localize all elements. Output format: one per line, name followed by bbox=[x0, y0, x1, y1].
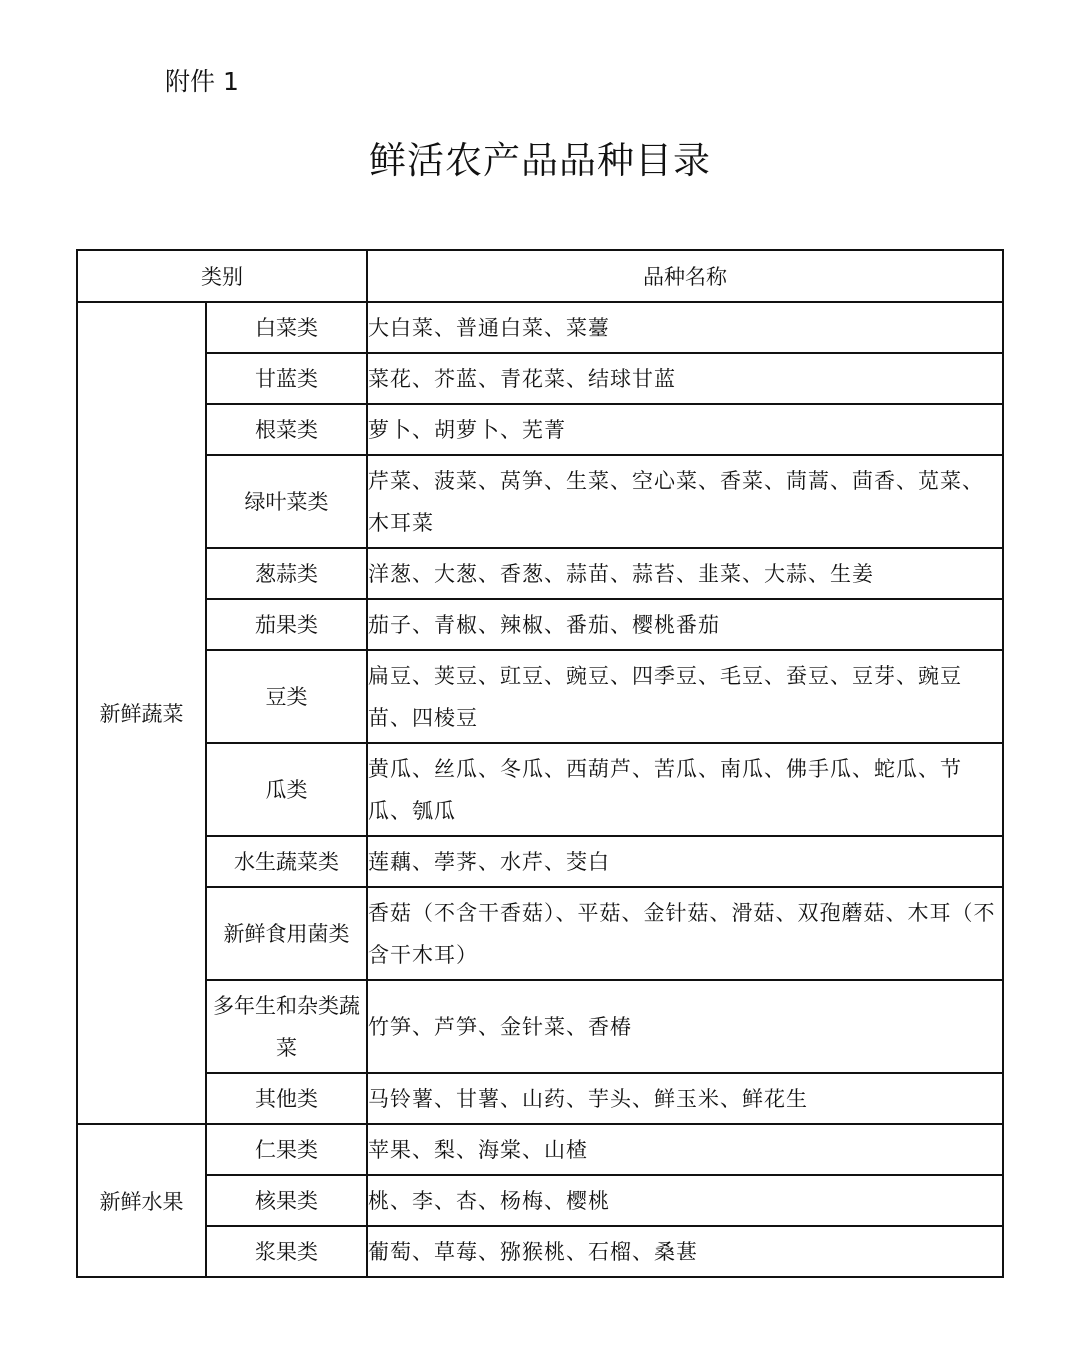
variety-cell: 香菇（不含干香菇）、平菇、金针菇、滑菇、双孢蘑菇、木耳（不含干木耳） bbox=[367, 887, 1003, 980]
category-cell: 多年生和杂类蔬菜 bbox=[206, 980, 367, 1073]
variety-catalog-table bbox=[76, 249, 1004, 1278]
variety-cell: 芹菜、菠菜、莴笋、生菜、空心菜、香菜、茼蒿、茴香、苋菜、木耳菜 bbox=[367, 455, 1003, 548]
variety-cell: 菜花、芥蓝、青花菜、结球甘蓝 bbox=[367, 353, 1003, 404]
header-category: 类别 bbox=[77, 250, 367, 302]
table-row bbox=[77, 1073, 1003, 1124]
variety-cell: 扁豆、荚豆、豇豆、豌豆、四季豆、毛豆、蚕豆、豆芽、豌豆苗、四棱豆 bbox=[367, 650, 1003, 743]
table-row bbox=[77, 404, 1003, 455]
table-row bbox=[77, 1175, 1003, 1226]
variety-cell: 马铃薯、甘薯、山药、芋头、鲜玉米、鲜花生 bbox=[367, 1073, 1003, 1124]
category-cell: 新鲜食用菌类 bbox=[206, 887, 367, 980]
table-row bbox=[77, 548, 1003, 599]
category-cell: 瓜类 bbox=[206, 743, 367, 836]
table-row bbox=[77, 836, 1003, 887]
page-title: 鲜活农产品品种目录 bbox=[369, 139, 711, 182]
category-cell: 根菜类 bbox=[206, 404, 367, 455]
table-row bbox=[77, 599, 1003, 650]
category-cell: 绿叶菜类 bbox=[206, 455, 367, 548]
category-cell: 豆类 bbox=[206, 650, 367, 743]
group-vegetables: 新鲜蔬菜 bbox=[77, 302, 206, 1124]
table-row bbox=[77, 1226, 1003, 1277]
variety-cell: 茄子、青椒、辣椒、番茄、樱桃番茄 bbox=[367, 599, 1003, 650]
variety-cell: 莲藕、荸荠、水芹、茭白 bbox=[367, 836, 1003, 887]
table-row bbox=[77, 650, 1003, 743]
category-cell: 葱蒜类 bbox=[206, 548, 367, 599]
category-cell: 白菜类 bbox=[206, 302, 367, 353]
category-cell: 仁果类 bbox=[206, 1124, 367, 1175]
table-row bbox=[77, 1124, 1003, 1175]
table-row bbox=[77, 743, 1003, 836]
category-cell: 核果类 bbox=[206, 1175, 367, 1226]
category-cell: 水生蔬菜类 bbox=[206, 836, 367, 887]
category-cell: 其他类 bbox=[206, 1073, 367, 1124]
category-cell: 甘蓝类 bbox=[206, 353, 367, 404]
group-fruits: 新鲜水果 bbox=[77, 1124, 206, 1277]
variety-cell: 洋葱、大葱、香葱、蒜苗、蒜苔、韭菜、大蒜、生姜 bbox=[367, 548, 1003, 599]
variety-cell: 黄瓜、丝瓜、冬瓜、西葫芦、苦瓜、南瓜、佛手瓜、蛇瓜、节瓜、瓠瓜 bbox=[367, 743, 1003, 836]
variety-cell: 竹笋、芦笋、金针菜、香椿 bbox=[367, 980, 1003, 1073]
variety-cell: 桃、李、杏、杨梅、樱桃 bbox=[367, 1175, 1003, 1226]
table-row bbox=[77, 353, 1003, 404]
attachment-label: 附件 1 bbox=[165, 67, 239, 96]
table-row bbox=[77, 887, 1003, 980]
table-row bbox=[77, 980, 1003, 1073]
variety-cell: 大白菜、普通白菜、菜薹 bbox=[367, 302, 1003, 353]
category-cell: 茄果类 bbox=[206, 599, 367, 650]
category-cell: 浆果类 bbox=[206, 1226, 367, 1277]
table-row bbox=[77, 455, 1003, 548]
variety-cell: 萝卜、胡萝卜、芜菁 bbox=[367, 404, 1003, 455]
header-variety: 品种名称 bbox=[367, 250, 1003, 302]
table-row bbox=[77, 302, 1003, 353]
variety-cell: 苹果、梨、海棠、山楂 bbox=[367, 1124, 1003, 1175]
variety-cell: 葡萄、草莓、猕猴桃、石榴、桑葚 bbox=[367, 1226, 1003, 1277]
